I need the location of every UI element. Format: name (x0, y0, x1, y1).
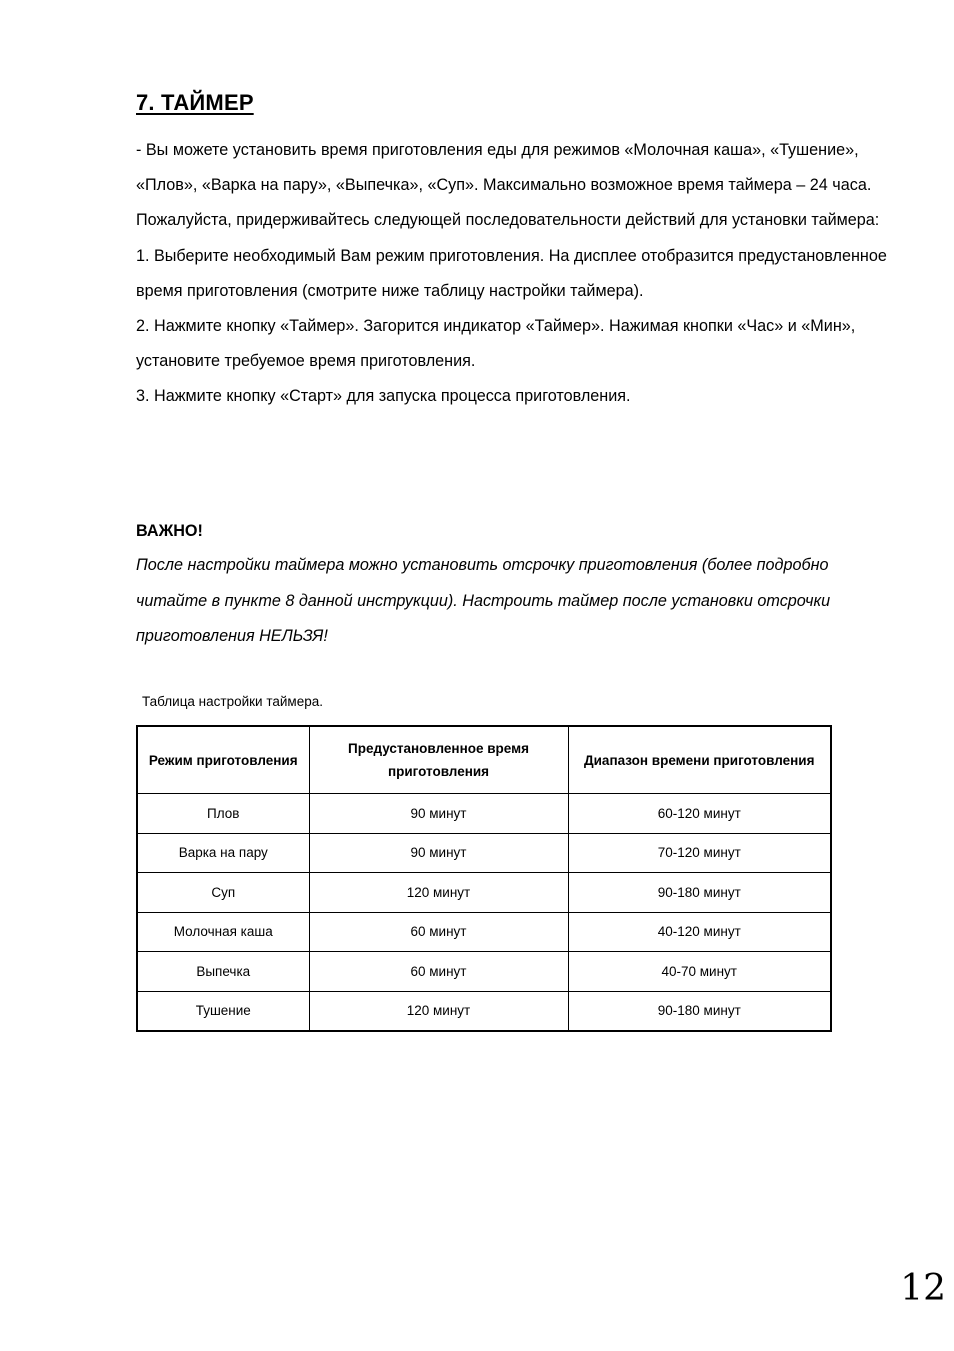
important-title: ВАЖНО! (136, 522, 203, 540)
cell-time-range: 60-120 минут (568, 794, 831, 834)
step-2-paragraph: 2. Нажмите кнопку «Таймер». Загорится индикатор «Таймер». Нажимая кнопки «Час» и «Мин», установите требуемое время приготовления. (136, 317, 856, 371)
important-text: После настройки таймера можно установить отсрочку приготовления (более подробно читайте в пункте 8 данной инструкции). Настроить таймер после установки отсрочки приготовления НЕЛЬЗЯ! (136, 556, 831, 645)
table-row (137, 794, 831, 834)
cell-mode: Выпечка (137, 952, 309, 992)
cell-time-range: 90-180 минут (568, 991, 831, 1031)
section-heading: 7. ТАЙМЕР (136, 90, 254, 115)
table-caption: Таблица настройки таймера. (142, 694, 323, 709)
table-row (137, 873, 831, 913)
table-row (137, 912, 831, 952)
sequence-paragraph: Пожалуйста, придерживайтесь следующей последовательности действий для установки таймера: (136, 211, 880, 230)
cell-preset-time: 120 минут (309, 873, 568, 913)
header-time-range: Диапазон времени приготовления (568, 726, 831, 794)
cell-mode: Плов (137, 794, 309, 834)
step-3-paragraph: 3. Нажмите кнопку «Старт» для запуска процесса приготовления. (136, 387, 631, 406)
page-number: 12 (900, 1268, 946, 1309)
timer-settings-table (136, 725, 832, 1032)
cell-preset-time: 120 минут (309, 991, 568, 1031)
table-header-row (137, 726, 831, 794)
cell-preset-time: 90 минут (309, 794, 568, 834)
cell-time-range: 40-120 минут (568, 912, 831, 952)
cell-preset-time: 60 минут (309, 912, 568, 952)
cell-mode: Варка на пару (137, 833, 309, 873)
intro-paragraph: - Вы можете установить время приготовления еды для режимов «Молочная каша», «Тушение», «Плов», «Варка на пару», «Выпечка», «Суп». Максимально возможное время таймера – 24 часа. (136, 141, 872, 195)
cell-preset-time: 90 минут (309, 833, 568, 873)
header-mode: Режим приготовления (137, 726, 309, 794)
cell-time-range: 90-180 минут (568, 873, 831, 913)
header-preset-time: Предустановленное время приготовления (309, 726, 568, 794)
cell-mode: Молочная каша (137, 912, 309, 952)
step-1-paragraph: 1. Выберите необходимый Вам режим приготовления. На дисплее отобразится предустановленное время приготовления (смотрите ниже таблицу настройки таймера). (136, 246, 887, 300)
cell-preset-time: 60 минут (309, 952, 568, 992)
cell-time-range: 70-120 минут (568, 833, 831, 873)
instructions-body (136, 133, 896, 415)
cell-mode: Тушение (137, 991, 309, 1031)
table-row (137, 952, 831, 992)
cell-time-range: 40-70 минут (568, 952, 831, 992)
table-row (137, 991, 831, 1031)
cell-mode: Суп (137, 873, 309, 913)
table-row (137, 833, 831, 873)
